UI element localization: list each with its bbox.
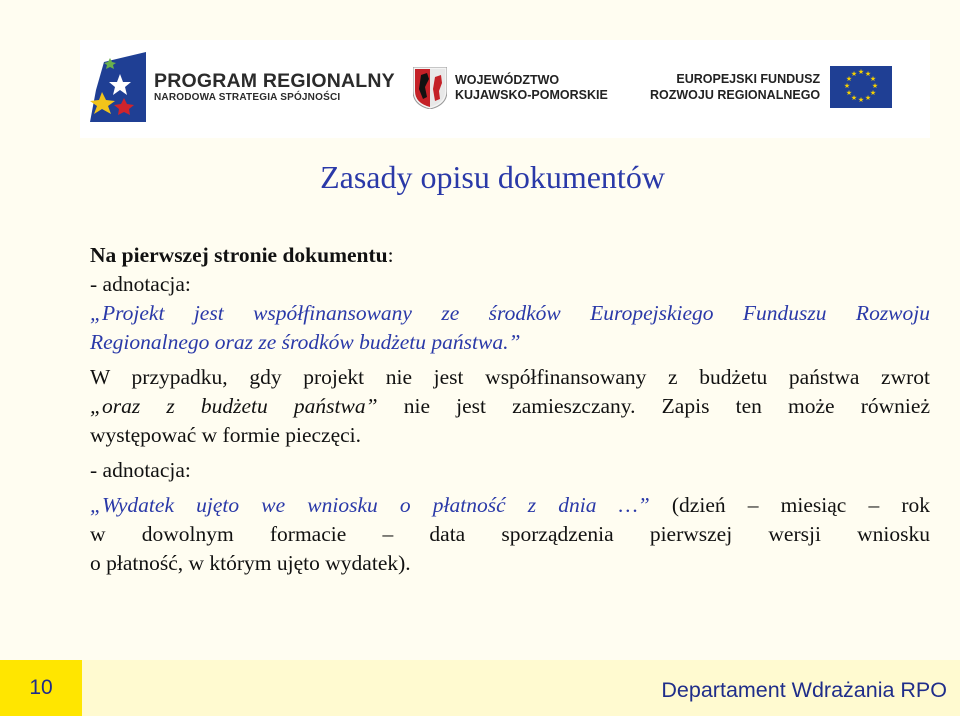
annotation-label-1: - adnotacja: xyxy=(90,272,191,296)
svg-text:★: ★ xyxy=(846,89,853,97)
svg-text:★: ★ xyxy=(858,68,865,76)
svg-text:★: ★ xyxy=(865,70,872,78)
wojewodztwo-logo-line2: KUJAWSKO-POMORSKIE xyxy=(455,88,608,102)
para1-line1: W przypadku, gdy projekt nie jest współfinansowany z budżetu państwa zwrot xyxy=(90,365,930,389)
svg-text:★: ★ xyxy=(851,70,858,78)
eu-logo-line1: EUROPEJSKI FUNDUSZ xyxy=(676,72,821,86)
wojewodztwo-logo-line1: WOJEWÓDZTWO xyxy=(455,73,560,87)
svg-text:★: ★ xyxy=(872,82,879,90)
svg-text:★: ★ xyxy=(846,75,853,83)
svg-text:★: ★ xyxy=(851,94,858,102)
page-number: 10 xyxy=(0,660,82,716)
program-regionalny-logo-icon xyxy=(90,52,146,122)
coat-of-arms-icon xyxy=(413,67,447,109)
heading-text: Na pierwszej stronie dokumentu xyxy=(90,243,388,267)
program-regionalny-logo xyxy=(90,52,395,122)
svg-text:★: ★ xyxy=(844,82,851,90)
quote1-line2: Regionalnego oraz ze środków budżetu państwa.” xyxy=(90,330,521,354)
para2-line1 xyxy=(90,491,930,520)
para1-line2-rest: nie jest zamieszczany. Zapis ten może również xyxy=(403,394,930,418)
para1-quote: „oraz z budżetu państwa” xyxy=(90,394,378,418)
svg-text:★: ★ xyxy=(870,75,877,83)
section-heading xyxy=(90,241,930,270)
eu-flag-icon xyxy=(830,66,892,108)
slide-body xyxy=(90,241,930,578)
eu-fund-logo xyxy=(650,66,892,108)
para2-line3: o płatność, w którym ujęto wydatek). xyxy=(90,551,411,575)
para2-line2: w dowolnym formacie – data sporządzenia pierwszej wersji wniosku xyxy=(90,522,930,546)
wojewodztwo-logo xyxy=(413,67,608,109)
quote1-line1: „Projekt jest współfinansowany ze środków Europejskiego Funduszu Rozwoju xyxy=(90,301,930,325)
svg-text:★: ★ xyxy=(865,94,872,102)
department-name: Departament Wdrażania RPO xyxy=(661,678,947,702)
quote2: „Wydatek ujęto we wniosku o płatność z dnia …” xyxy=(90,493,650,517)
heading-colon: : xyxy=(387,243,394,267)
para1-line3: występować w formie pieczęci. xyxy=(90,423,362,447)
eu-logo-line2: ROZWOJU REGIONALNEGO xyxy=(650,88,821,102)
para2-line1-rest: (dzień – miesiąc – rok xyxy=(671,493,930,517)
annotation-label-2: - adnotacja: xyxy=(90,458,191,482)
svg-text:★: ★ xyxy=(870,89,877,97)
program-logo-line1: PROGRAM REGIONALNY xyxy=(154,70,395,92)
svg-text:★: ★ xyxy=(858,96,865,104)
para1-line2 xyxy=(90,392,930,421)
slide-title: Zasady opisu dokumentów xyxy=(320,159,665,195)
program-logo-line2: NARODOWA STRATEGIA SPÓJNOŚCI xyxy=(154,92,341,103)
